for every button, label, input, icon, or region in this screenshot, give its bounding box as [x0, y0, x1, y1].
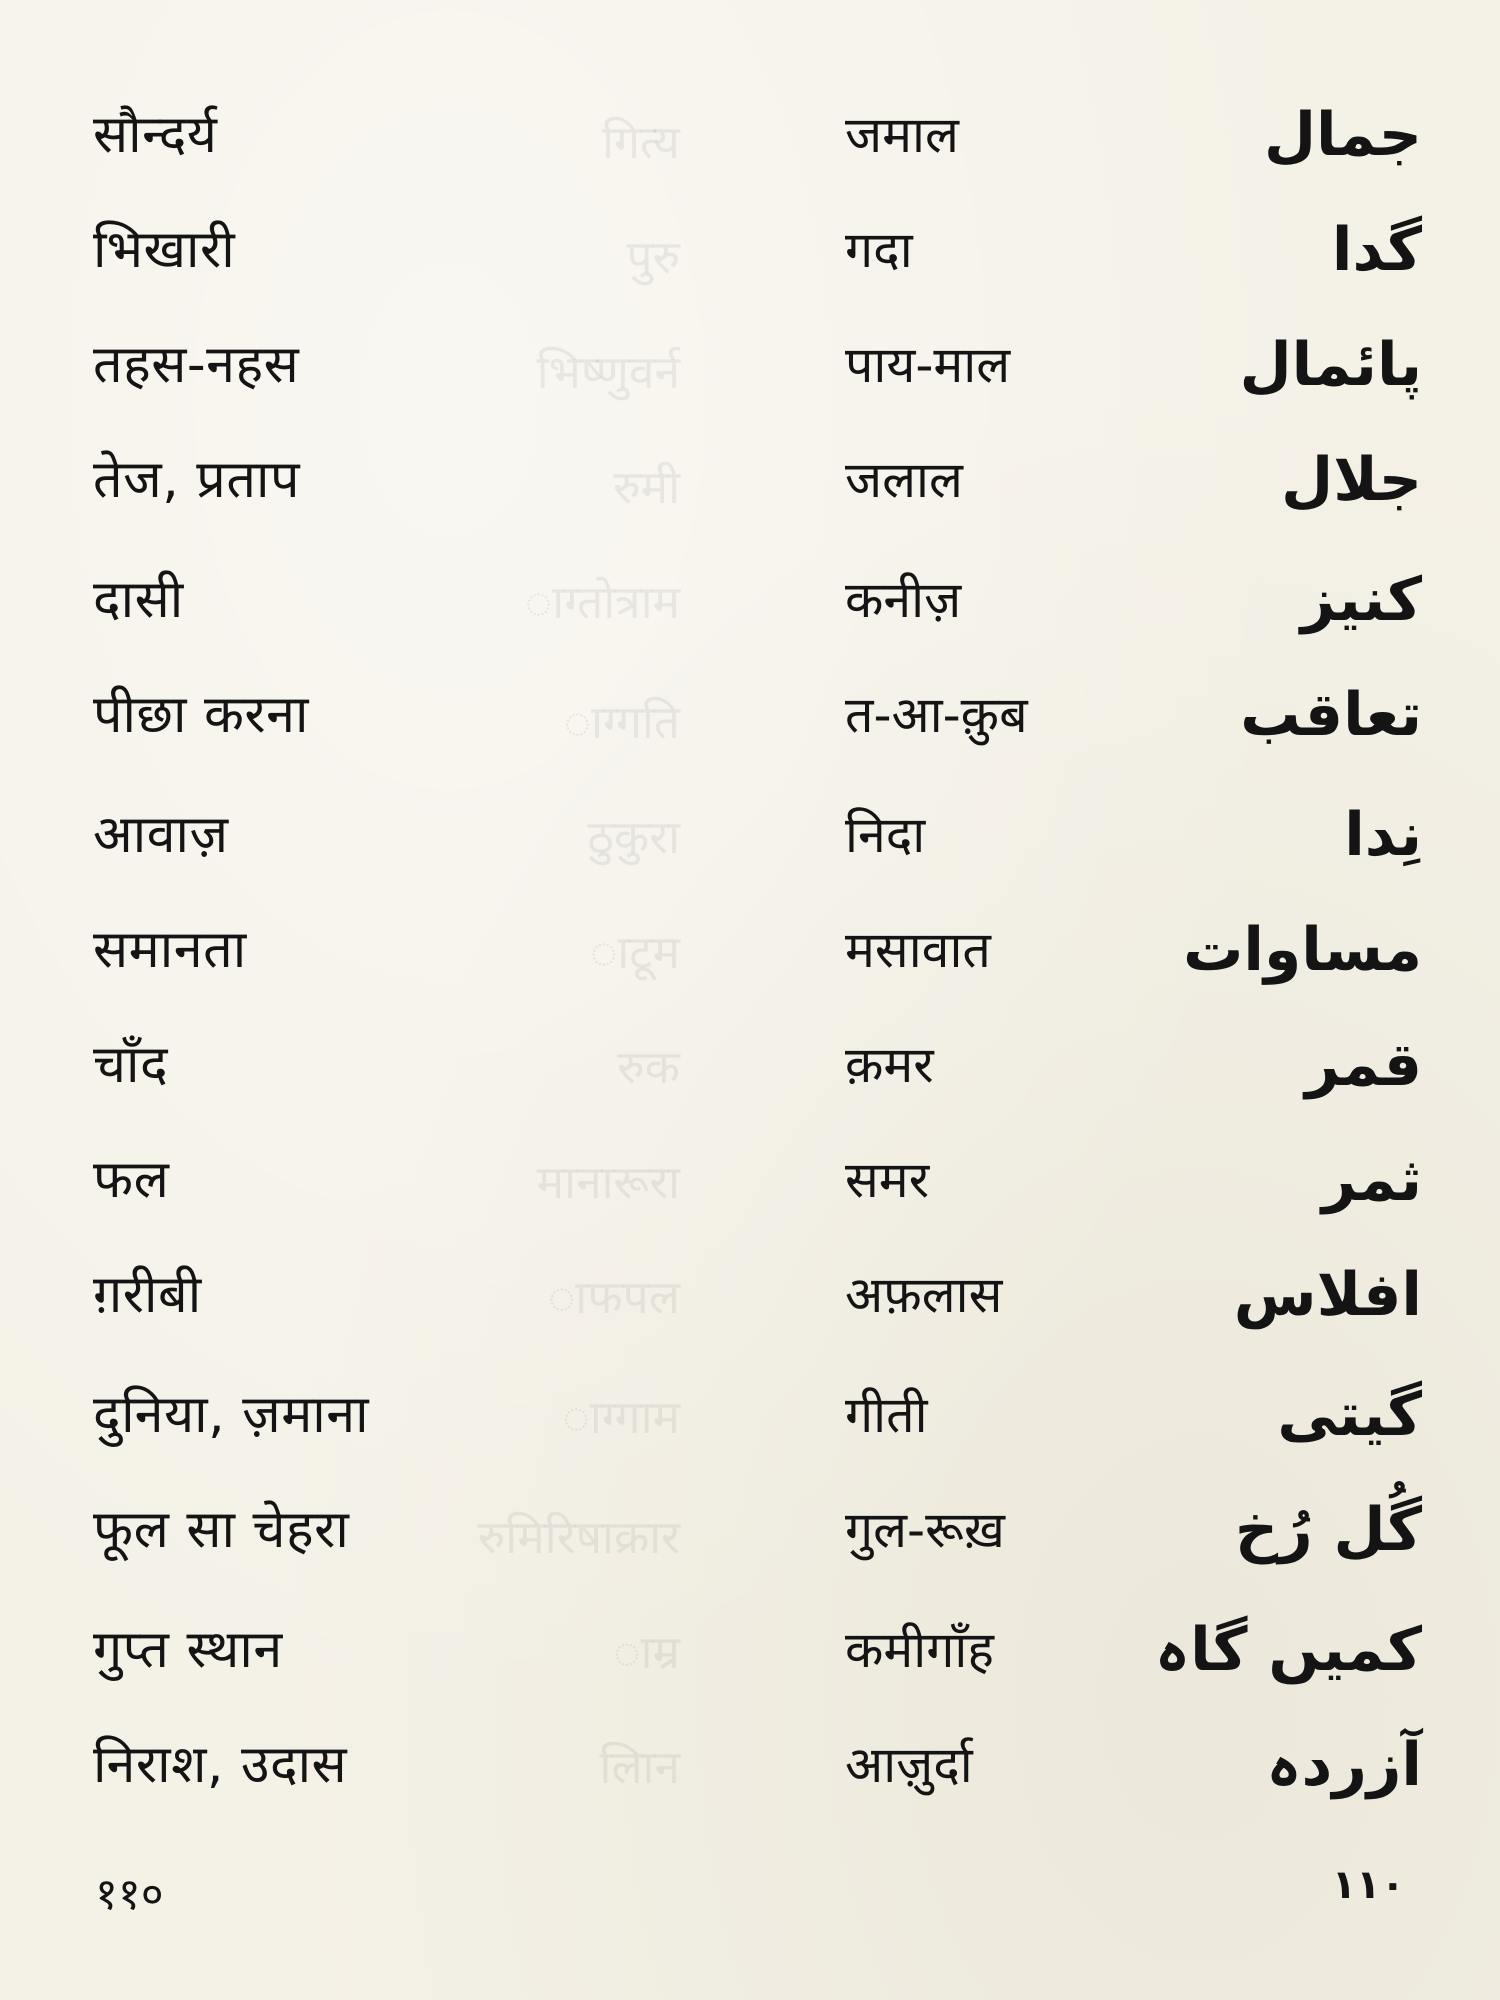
glossary-row — [0, 1490, 1500, 1570]
hindi-meaning: फूल सा चेहरा — [93, 1500, 350, 1560]
hindi-meaning: निराश, उदास — [93, 1735, 348, 1795]
book-page: गित्य पुरु भिष्णुवर्न रुमी ाग्तोत्राम ाग्गति ठुकुरा ाटूम रुक मानारूरा ाफपल ाग्गाम रुमिरिषाक्रार ाम्र लिान सौन्दर्य जमाल جمال भिखारी गदा گدا तहस-नहस पाय-माल پائمال तेज, प्रताप जलाल جلال दासी कनीज़ کنیز पीछा करना त-आ-क़ुब تعاقب आवाज़ निदा نِدا समानता मसावात مساوات चाँद क़मर قمر फल समर ثمر ग़रीबी अफ़लास افلاس दुनिया, ज़माना गीती گیتی फूल सा चेहरा गुल-रूख़ گُل رُخ गुप्त स्थान कमीगाँह کمیں گاہ निराश, उदास आज़ुर्दा آزردہ ११० ۱۱۰ — [0, 0, 1500, 2000]
glossary-row — [0, 1610, 1500, 1690]
hindi-meaning: सौन्दर्य — [93, 105, 218, 165]
urdu-word: تعاقب — [1240, 680, 1422, 750]
hindi-meaning: गुप्त स्थान — [93, 1620, 283, 1680]
urdu-word: قمر — [1305, 1030, 1422, 1100]
urdu-word: کمیں گاہ — [1154, 1615, 1422, 1685]
glossary-row — [0, 1725, 1500, 1805]
page-number-urdu: ۱۱۰ — [1331, 1862, 1405, 1908]
urdu-word: افلاس — [1233, 1260, 1422, 1330]
hindi-meaning: आवाज़ — [93, 805, 229, 865]
urdu-word: گُل رُخ — [1234, 1495, 1422, 1565]
devanagari-transliteration: गदा — [845, 221, 913, 279]
devanagari-transliteration: जलाल — [845, 451, 963, 509]
devanagari-transliteration: क़मर — [845, 1036, 934, 1094]
hindi-meaning: दुनिया, ज़माना — [93, 1385, 370, 1445]
glossary-row — [0, 1375, 1500, 1455]
urdu-word: گدا — [1331, 215, 1422, 285]
urdu-word: آزردہ — [1266, 1730, 1422, 1800]
urdu-word: جلال — [1281, 445, 1422, 515]
devanagari-transliteration: गुल-रूख़ — [845, 1501, 1005, 1559]
devanagari-transliteration: गीती — [845, 1386, 928, 1444]
hindi-meaning: समानता — [93, 920, 247, 980]
glossary-row — [0, 325, 1500, 405]
glossary-row — [0, 1255, 1500, 1335]
hindi-meaning: फल — [93, 1150, 170, 1210]
urdu-word: گیتی — [1277, 1380, 1422, 1450]
devanagari-transliteration: अफ़लास — [845, 1266, 1003, 1324]
glossary-row — [0, 795, 1500, 875]
hindi-meaning: भिखारी — [93, 220, 236, 280]
hindi-meaning: तहस-नहस — [93, 335, 300, 395]
devanagari-transliteration: निदा — [845, 806, 926, 864]
devanagari-transliteration: आज़ुर्दा — [845, 1736, 973, 1794]
urdu-word: کنیز — [1300, 565, 1422, 635]
hindi-meaning: तेज, प्रताप — [93, 450, 301, 510]
urdu-word: نِدا — [1344, 800, 1422, 870]
devanagari-transliteration: पाय-माल — [845, 336, 1011, 394]
devanagari-transliteration: समर — [845, 1151, 930, 1209]
hindi-meaning: चाँद — [93, 1035, 169, 1095]
devanagari-transliteration: मसावात — [845, 921, 991, 979]
glossary-row — [0, 440, 1500, 520]
urdu-word: ثمر — [1321, 1145, 1422, 1215]
glossary-row — [0, 1025, 1500, 1105]
glossary-row — [0, 675, 1500, 755]
glossary-row — [0, 910, 1500, 990]
hindi-meaning: ग़रीबी — [93, 1265, 202, 1325]
devanagari-transliteration: त-आ-क़ुब — [845, 686, 1028, 744]
glossary-row — [0, 560, 1500, 640]
hindi-meaning: पीछा करना — [93, 685, 309, 745]
glossary-row — [0, 210, 1500, 290]
urdu-word: پائمال — [1239, 330, 1422, 400]
devanagari-transliteration: कमीगाँह — [845, 1621, 994, 1679]
devanagari-transliteration: कनीज़ — [845, 571, 962, 629]
glossary-row — [0, 95, 1500, 175]
page-number-devanagari: ११० — [95, 1869, 164, 1920]
glossary-row — [0, 1140, 1500, 1220]
hindi-meaning: दासी — [93, 570, 184, 630]
urdu-word: مساوات — [1183, 915, 1422, 985]
devanagari-transliteration: जमाल — [845, 106, 959, 164]
urdu-word: جمال — [1263, 100, 1422, 170]
